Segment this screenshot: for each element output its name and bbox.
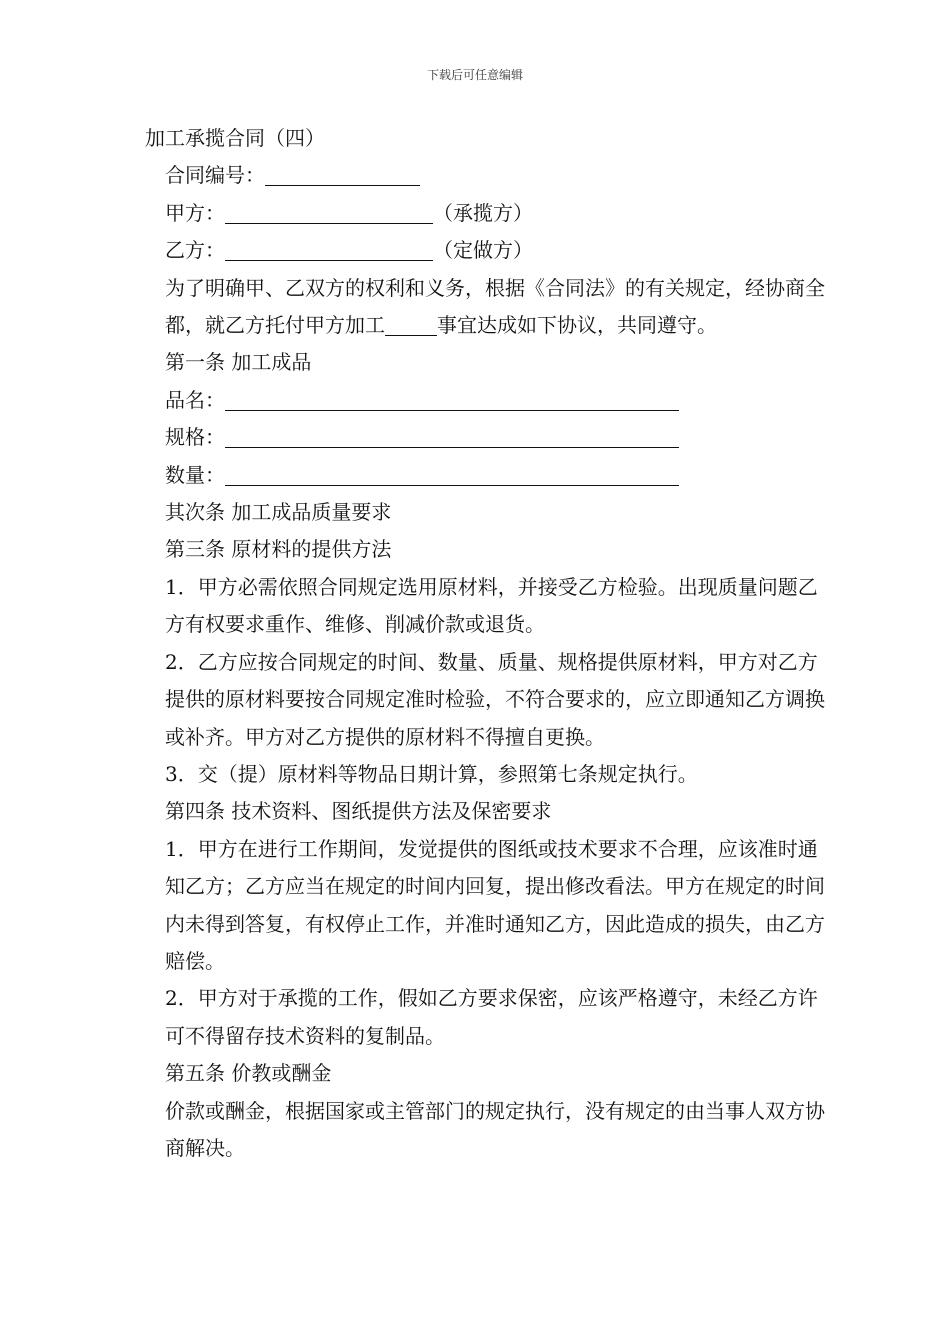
article-4-clause-1: 1．甲方在进行工作期间，发觉提供的图纸或技术要求不合理，应该准时通知乙方；乙方应当在规定的时间内回复，提出修改看法。甲方在规定的时间内未得到答复，有权停止工作，并准时通知乙方，因此造成的损失，由乙方赔偿。 xyxy=(165,836,825,973)
intro-text-1: 为了明确甲、乙双方的权利和义务，根据《合同法》的有关规定，经协商全都，就乙方托付甲方加工 xyxy=(165,275,825,338)
party-a-role: （承揽方） xyxy=(433,200,533,225)
product-quantity-field[interactable] xyxy=(225,463,679,486)
party-b-role: （定做方） xyxy=(433,238,533,263)
document-title: 加工承揽合同（四） xyxy=(145,126,325,150)
contract-number-label: 合同编号： xyxy=(165,163,265,188)
article-5-clause-1: 价款或酬金，根据国家或主管部门的规定执行，没有规定的由当事人双方协商解决。 xyxy=(165,1098,825,1160)
party-a-field[interactable] xyxy=(225,201,433,224)
article-2-title: 其次条 加工成品质量要求 xyxy=(165,500,392,525)
product-name-field[interactable] xyxy=(225,388,679,411)
article-4-clause-2: 2．甲方对于承揽的工作，假如乙方要求保密，应该严格遵守，未经乙方许可不得留存技术资料的复制品。 xyxy=(165,986,818,1048)
product-quantity-row xyxy=(145,457,830,494)
product-name-label: 品名： xyxy=(165,387,225,412)
party-b-label: 乙方： xyxy=(165,238,225,263)
article-4-title: 第四条 技术资料、图纸提供方法及保密要求 xyxy=(165,799,552,824)
contract-number-field[interactable] xyxy=(265,163,420,186)
product-quantity-label: 数量： xyxy=(165,462,225,487)
intro-text-2: 事宜达成如下协议，共同遵守。 xyxy=(437,313,717,338)
article-5-title: 第五条 价教或酬金 xyxy=(165,1061,332,1086)
party-a-label: 甲方： xyxy=(165,200,225,225)
party-b-field[interactable] xyxy=(225,238,433,261)
article-1-title: 第一条 加工成品 xyxy=(165,350,312,375)
article-3-clause-2: 2．乙方应按合同规定的时间、数量、质量、规格提供原材料，甲方对乙方提供的原材料要按合同规定准时检验，不符合要求的，应立即通知乙方调换或补齐。甲方对乙方提供的原材料不得擅自更换。 xyxy=(165,649,825,749)
contract-number-row xyxy=(145,157,830,194)
contract-document xyxy=(145,120,830,1167)
product-spec-label: 规格： xyxy=(165,425,225,450)
product-name-row xyxy=(145,382,830,419)
header-note: 下载后可任意编辑 xyxy=(426,68,523,82)
party-b-row xyxy=(145,232,830,269)
product-spec-field[interactable] xyxy=(225,425,679,448)
article-3-title: 第三条 原材料的提供方法 xyxy=(165,537,392,562)
party-a-row xyxy=(145,195,830,232)
processing-item-field[interactable] xyxy=(385,313,437,336)
intro-paragraph xyxy=(145,270,830,345)
article-3-clause-1: 1．甲方必需依照合同规定选用原材料，并接受乙方检验。出现质量问题乙方有权要求重作、维修、削减价款或退货。 xyxy=(165,574,818,637)
article-3-clause-3: 3．交（提）原材料等物品日期计算，参照第七条规定执行。 xyxy=(165,761,698,786)
product-spec-row xyxy=(145,419,830,456)
